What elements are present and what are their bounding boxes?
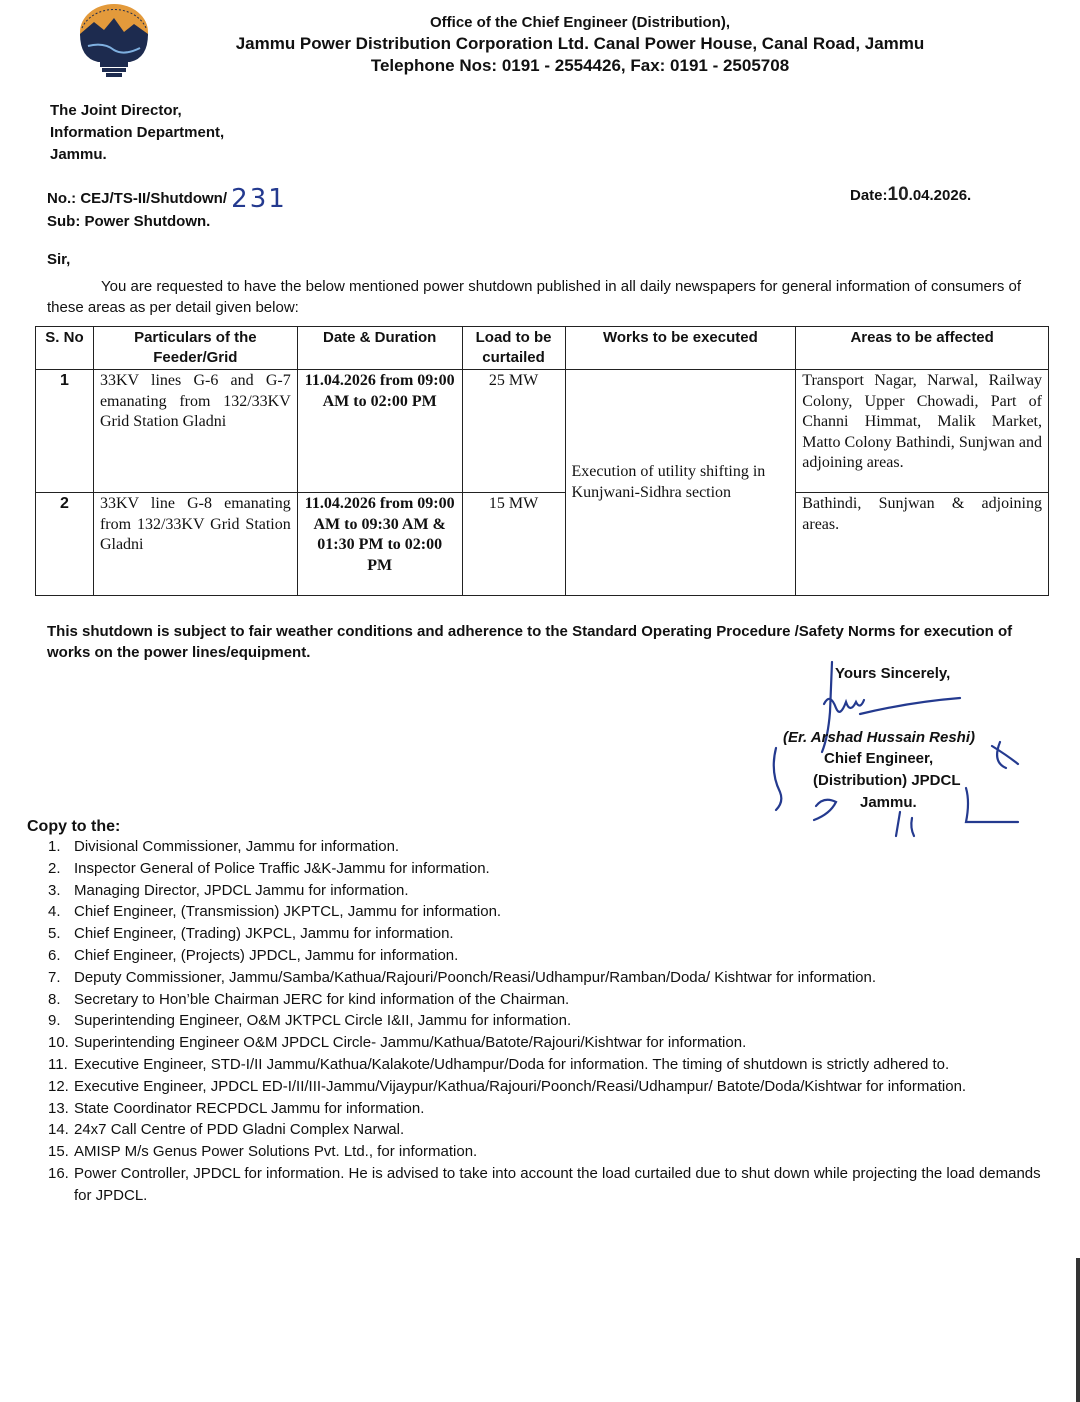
- letter-date: [850, 184, 971, 206]
- shutdown-note: This shutdown is subject to fair weather conditions and adherence to the Standard Operating Procedure /Safety Norms for execution of works on the power lines/equipment.: [47, 623, 1013, 661]
- list-item: [48, 858, 1058, 880]
- cell-load: 15 MW: [462, 493, 565, 596]
- signature-closing: Yours Sincerely,: [835, 665, 951, 682]
- list-item: [48, 1119, 1058, 1141]
- letterhead-company: Jammu Power Distribution Corporation Ltd. Canal Power House, Canal Road, Jammu: [235, 34, 925, 53]
- subject-line: Sub: Power Shutdown.: [47, 213, 211, 230]
- list-item: [48, 967, 1058, 989]
- item-number: 9.: [48, 1012, 61, 1030]
- list-item: [48, 923, 1058, 945]
- header-feeder: Particulars of the Feeder/Grid: [93, 327, 297, 370]
- item-text: Power Controller, JPDCL for information. He is advised to take into account the load curtailed due to shut down while projecting the load demands for JPDCL.: [74, 1164, 1041, 1204]
- cell-load: 25 MW: [462, 370, 565, 493]
- addressee-line-2: Information Department,: [50, 124, 225, 141]
- table-row: [36, 493, 1049, 596]
- shutdown-table: [35, 326, 1049, 596]
- body-paragraph: You are requested to have the below mentioned power shutdown published in all daily newspapers for general information of consumers of these areas as per detail given below:: [47, 278, 1022, 316]
- date-rest: .04.2026.: [908, 187, 972, 204]
- item-number: 10.: [48, 1034, 69, 1052]
- item-text: Deputy Commissioner, Jammu/Samba/Kathua/Rajouri/Poonch/Reasi/Udhampur/Ramban/Doda/ Kishtwar for information.: [74, 968, 877, 986]
- salutation: Sir,: [47, 251, 71, 268]
- cell-sno: 2: [36, 493, 94, 596]
- item-number: 4.: [48, 903, 61, 921]
- signatory-department: (Distribution) JPDCL: [813, 772, 961, 789]
- list-item: [48, 1163, 1058, 1207]
- item-number: 3.: [48, 881, 61, 899]
- item-number: 15.: [48, 1143, 69, 1161]
- addressee-line-1: The Joint Director,: [50, 102, 182, 119]
- item-text: State Coordinator RECPDCL Jammu for information.: [74, 1099, 425, 1117]
- item-text: Superintending Engineer O&M JPDCL Circle- Jammu/Kathua/Batote/Rajouri/Kishtwar for information.: [74, 1034, 747, 1052]
- reference-prefix: No.: CEJ/TS-II/Shutdown/: [47, 190, 227, 207]
- item-text: Chief Engineer, (Projects) JPDCL, Jammu for information.: [74, 946, 459, 964]
- table-header-row: [36, 327, 1049, 370]
- item-number: 13.: [48, 1099, 69, 1117]
- reference-number: [47, 180, 287, 214]
- signatory-title: Chief Engineer,: [824, 750, 934, 767]
- item-number: 5.: [48, 925, 61, 943]
- list-item: [48, 945, 1058, 967]
- list-item: [48, 1054, 1058, 1076]
- signatory-name: (Er. Arshad Hussain Reshi): [783, 729, 975, 746]
- header-sno: S. No: [36, 327, 94, 370]
- letterhead-contact: Telephone Nos: 0191 - 2554426, Fax: 0191 - 2505708: [370, 56, 790, 75]
- scan-edge-divider: [1076, 1258, 1080, 1402]
- cell-areas: Bathindi, Sunjwan & adjoining areas.: [796, 493, 1049, 596]
- item-number: 8.: [48, 990, 61, 1008]
- item-number: 7.: [48, 968, 61, 986]
- cell-areas: Transport Nagar, Narwal, Railway Colony, Upper Chowadi, Part of Channi Himmat, Malik Market, Matto Colony Bathindi, Sunjwan and adjoining areas.: [796, 370, 1049, 493]
- cell-duration: 11.04.2026 from 09:00 AM to 09:30 AM & 01:30 PM to 02:00 PM: [297, 493, 462, 596]
- letterhead-office: Office of the Chief Engineer (Distribution),: [430, 14, 730, 31]
- list-item: [48, 1010, 1058, 1032]
- item-text: Managing Director, JPDCL Jammu for information.: [74, 881, 409, 899]
- item-number: 11.: [48, 1055, 68, 1073]
- jpdcl-logo-icon: [74, 2, 154, 80]
- cell-feeder: 33KV lines G-6 and G-7 emanating from 132/33KV Grid Station Gladni: [93, 370, 297, 493]
- cell-duration: 11.04.2026 from 09:00 AM to 02:00 PM: [297, 370, 462, 493]
- signatory-place: Jammu.: [860, 794, 917, 811]
- cell-works: Execution of utility shifting in Kunjwani-Sidhra section: [565, 370, 796, 596]
- item-number: 1.: [48, 838, 61, 855]
- copy-to-heading: Copy to the:: [27, 818, 121, 835]
- list-item: [48, 1098, 1058, 1120]
- item-text: Inspector General of Police Traffic J&K-Jammu for information.: [74, 859, 490, 877]
- item-number: 6.: [48, 946, 61, 964]
- list-item: [48, 901, 1058, 923]
- item-number: 2.: [48, 859, 61, 877]
- copy-to-list: [48, 836, 1058, 1207]
- item-number: 14.: [48, 1121, 69, 1139]
- list-item: [48, 1141, 1058, 1163]
- header-load: Load to be curtailed: [462, 327, 565, 370]
- header-works: Works to be executed: [565, 327, 796, 370]
- item-text: Executive Engineer, JPDCL ED-I/II/III-Jammu/Vijaypur/Kathua/Rajouri/Poonch/Reasi/Udhampur/ Batote/Doda/Kishtwar for information.: [74, 1077, 967, 1095]
- reference-handwritten-number: 231: [231, 184, 287, 214]
- date-day-handwritten: 10: [887, 184, 909, 205]
- item-number: 16.: [48, 1164, 69, 1182]
- list-item: [48, 1032, 1058, 1054]
- item-text: AMISP M/s Genus Power Solutions Pvt. Ltd., for information.: [74, 1143, 478, 1161]
- list-item: [48, 989, 1058, 1011]
- date-label: Date:: [850, 187, 888, 204]
- item-text: Divisional Commissioner, Jammu for information.: [74, 838, 400, 855]
- cell-feeder: 33KV line G-8 emanating from 132/33KV Grid Station Gladni: [93, 493, 297, 596]
- item-text: 24x7 Call Centre of PDD Gladni Complex Narwal.: [74, 1121, 405, 1139]
- header-duration: Date & Duration: [297, 327, 462, 370]
- item-text: Superintending Engineer, O&M JKTPCL Circle I&II, Jammu for information.: [74, 1012, 572, 1030]
- table-row: [36, 370, 1049, 493]
- item-text: Chief Engineer, (Transmission) JKPTCL, Jammu for information.: [74, 903, 502, 921]
- cell-sno: 1: [36, 370, 94, 493]
- list-item: [48, 1076, 1058, 1098]
- item-text: Executive Engineer, STD-I/II Jammu/Kathua/Kalakote/Udhampur/Doda for information. The timing of shutdown is strictly adhered to.: [74, 1055, 950, 1073]
- list-item: [48, 880, 1058, 902]
- addressee-line-3: Jammu.: [50, 146, 107, 163]
- item-text: Secretary to Hon’ble Chairman JERC for kind information of the Chairman.: [74, 990, 570, 1008]
- list-item: [48, 836, 1058, 858]
- item-text: Chief Engineer, (Trading) JKPCL, Jammu for information.: [74, 925, 454, 943]
- header-areas: Areas to be affected: [796, 327, 1049, 370]
- item-number: 12.: [48, 1077, 69, 1095]
